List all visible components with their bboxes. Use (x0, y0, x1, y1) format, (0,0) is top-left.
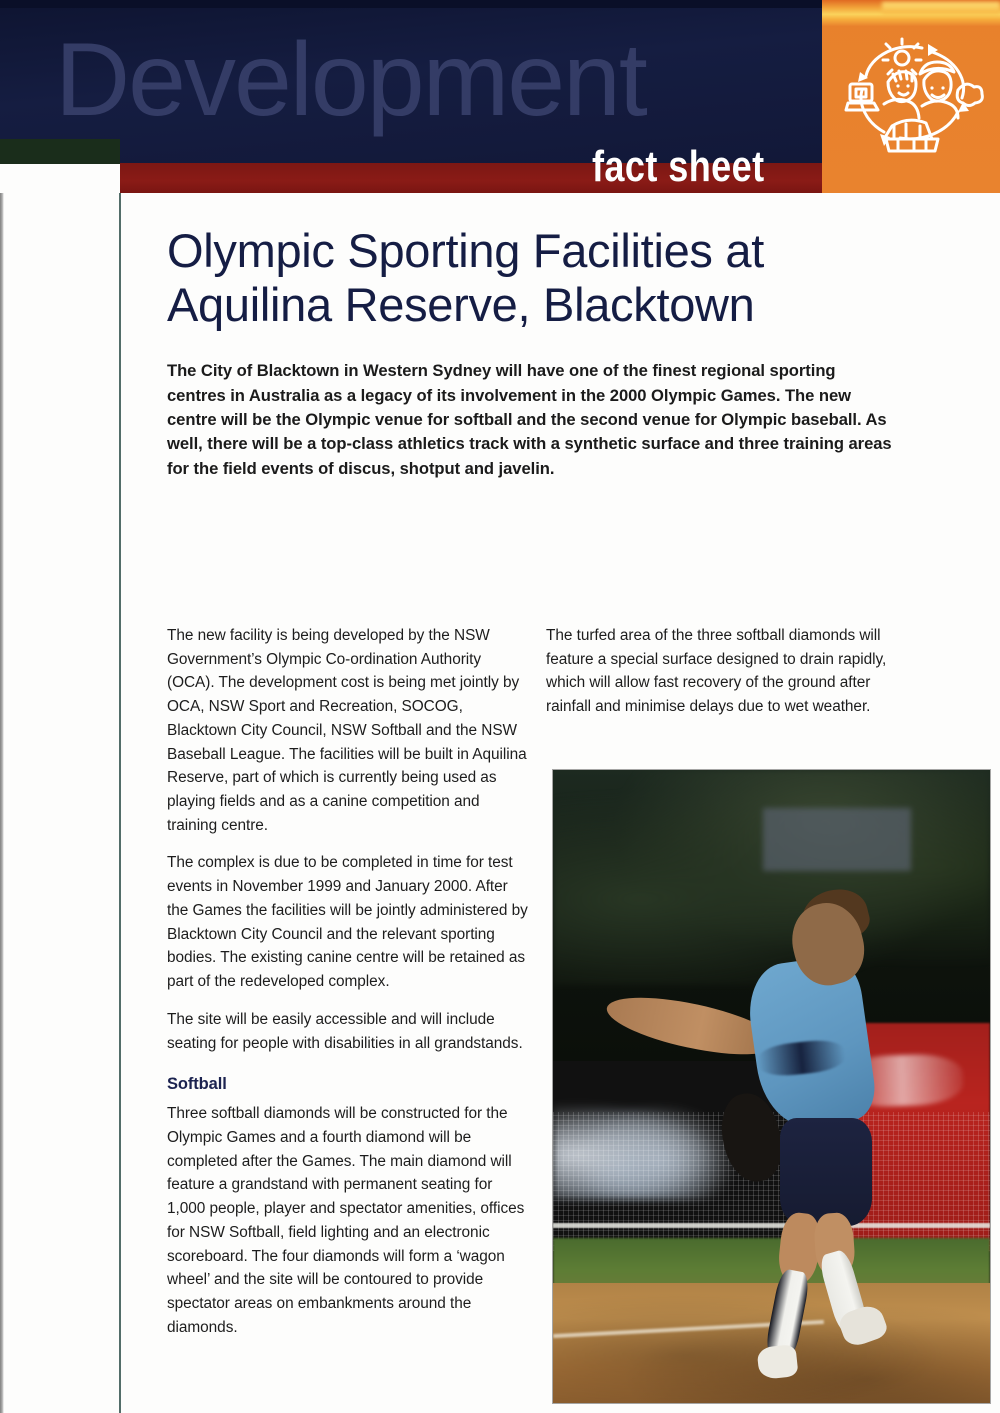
paragraph: Three softball diamonds will be constructed for the Olympic Games and a fourth diamond will be completed after the Games. The main diamond will feature a grandstand with permanent seating for 1,000 people, player and spectator amenities, offices for NSW Softball, field lighting and an electronic scoreboard. The four diamonds will form a ‘wagon wheel’ and the site will be contoured to provide spectator areas on embankments around the diamonds. (167, 1105, 525, 1336)
photo-player-shorts (780, 1118, 872, 1226)
sunset-highlight (882, 2, 1000, 16)
document-header-block (167, 224, 907, 481)
paragraph: The site will be easily accessible and will include seating for people with disabilities in all grandstands. (167, 1010, 523, 1052)
page-title: Olympic Sporting Facilities at Aquilina Reserve, Blacktown (167, 224, 764, 331)
page-left-edge (0, 193, 4, 1413)
right-column (546, 624, 906, 733)
left-margin-rule (119, 193, 121, 1413)
header-green-block (0, 139, 120, 164)
oca-people-computer-buildings-cycle-icon (836, 34, 986, 164)
paragraph: The complex is due to be completed in time for test events in November 1999 and January 2000. After the Games the facilities will be jointly administered by Blacktown City Council and the relevant sporting bodies. The existing canine centre will be retained as part of the redeveloped complex. (167, 854, 528, 991)
photo-background-building (763, 808, 912, 871)
left-column (167, 624, 529, 1353)
paragraph: The turfed area of the three softball diamonds will feature a special surface designed to drain rapidly, which will allow fast recovery of the ground after rainfall and minimise delays due to wet weather. (546, 627, 887, 716)
intro-paragraph: The City of Blacktown in Western Sydney will have one of the finest regional sporting centres in Australia as a legacy of its involvement in the 2000 Olympic Games. The new centre will be the Olympic venue for softball and the second venue for Olympic baseball. As well, there will be a top-class athletics track with a synthetic surface and three training areas for the field events of discus, shotput and javelin. (167, 361, 892, 478)
photo-trees (553, 770, 990, 985)
photo-player-shoe-rear (757, 1344, 799, 1380)
softball-pitcher-photo (553, 770, 990, 1403)
header-navy-band (0, 0, 822, 163)
header-orange-panel (822, 0, 1000, 193)
photo-fence-rail (553, 1223, 990, 1228)
masthead-title: Development (55, 22, 646, 138)
header-subtitle: fact sheet (592, 142, 765, 191)
section-heading-softball: Softball (167, 1075, 227, 1094)
paragraph: The new facility is being developed by the NSW Government’s Olympic Co-ordination Authority (OCA). The development cost is being met jointly by OCA, NSW Sport and Recreation, SOCOG, Blacktown City Council, NSW Softball and the NSW Baseball League. The facilities will be built in Aquilina Reserve, part of which is currently being used as playing fields and as a canine competition and training centre. (167, 627, 527, 834)
